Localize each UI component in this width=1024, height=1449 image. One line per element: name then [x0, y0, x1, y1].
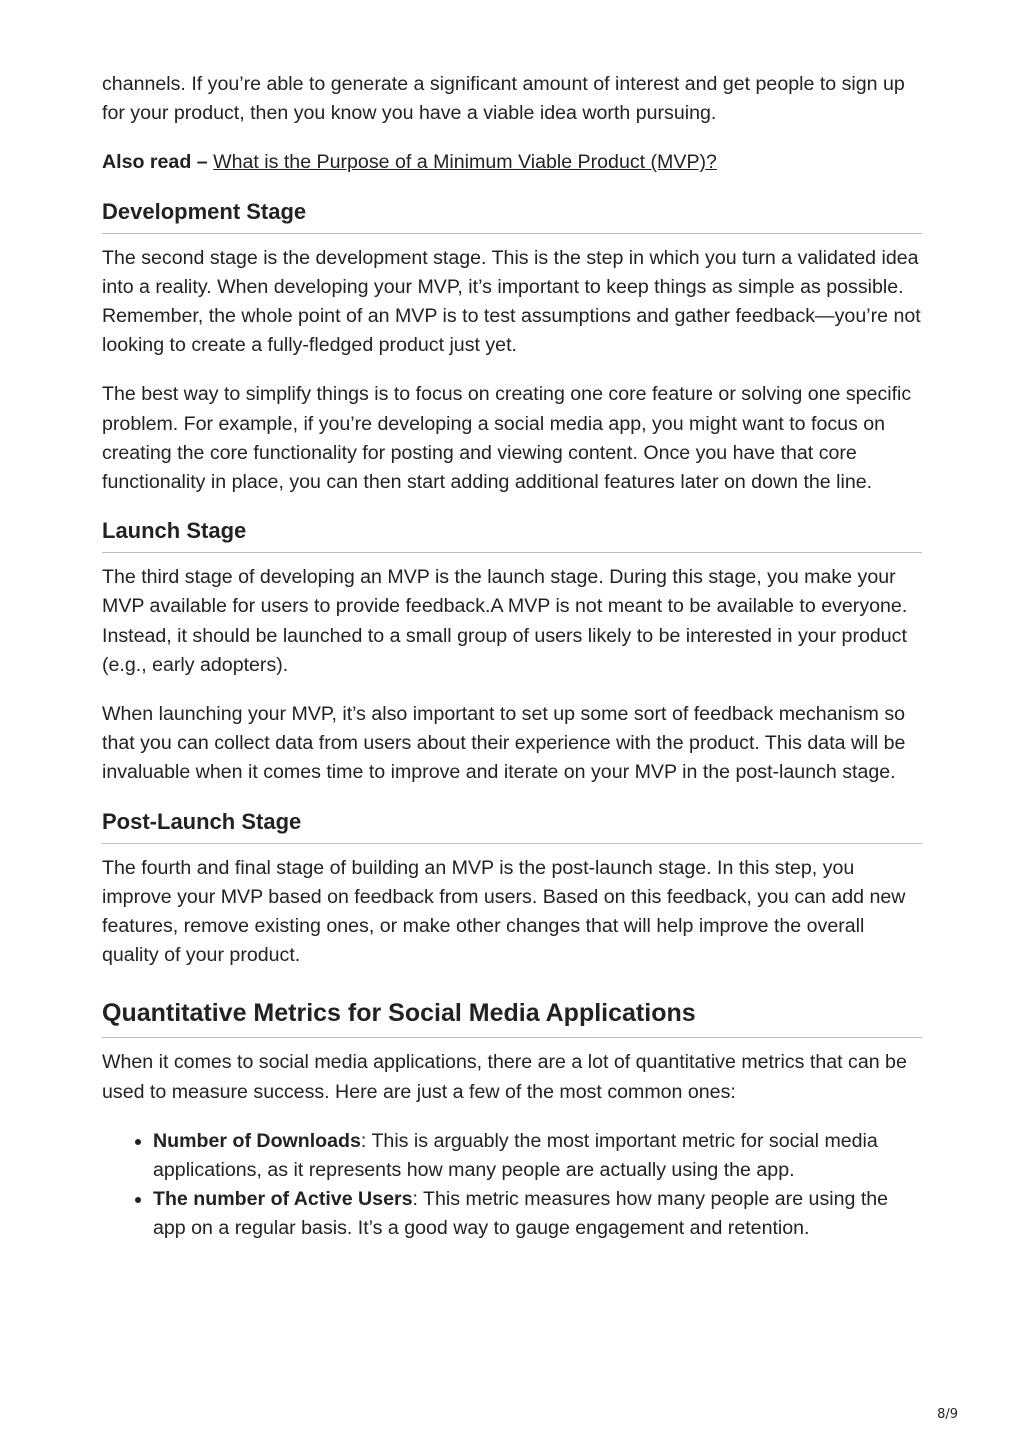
also-read-label: Also read – [102, 151, 208, 174]
metrics-list [102, 1127, 922, 1244]
document-page [102, 70, 922, 1244]
launch-paragraph-2: When launching your MVP, it’s also important to set up some sort of feedback mechanism so that you can collect data from users about their experience with the product. This data will be invaluable when it comes time to improve and iterate on your MVP in the post-launch stage. [102, 703, 906, 784]
also-read-link[interactable]: What is the Purpose of a Minimum Viable Product (MVP)? [213, 151, 717, 174]
also-read-line [102, 148, 922, 177]
metrics-paragraph-1: When it comes to social media applications, there are a lot of quantitative metrics that can be used to measure success. Here are just a few of the most common ones: [102, 1051, 907, 1103]
list-item-term: The number of Active Users [153, 1188, 413, 1211]
bullet-icon [135, 1197, 141, 1203]
launch-stage-heading: Launch Stage [102, 517, 922, 553]
list-item-text: : This is arguably the most important metric for social media applications, as it represents how many people are actually using the app. [153, 1129, 878, 1182]
list-item [153, 1185, 922, 1243]
launch-paragraph-1: The third stage of developing an MVP is the launch stage. During this stage, you make your MVP available for users to provide feedback.A MVP is not meant to be available to everyone. Instead, it should be launched to a small group of users likely to be interested in your product (e.g., early adopters). [102, 566, 908, 676]
list-item [153, 1127, 922, 1185]
bullet-icon [135, 1139, 141, 1145]
development-stage-heading: Development Stage [102, 198, 922, 234]
list-item-text: : This metric measures how many people are using the app on a regular basis. It’s a good way to gauge engagement and retention. [153, 1188, 889, 1240]
development-paragraph-2: The best way to simplify things is to focus on creating one core feature or solving one specific problem. For example, if you’re developing a social media app, you might want to focus on creating the core functionality for posting and viewing content. Once you have that core functionality in place, you can then start adding additional features later on down the line. [102, 383, 912, 494]
metrics-heading: Quantitative Metrics for Social Media Applications [102, 998, 922, 1038]
intro-paragraph: channels. If you’re able to generate a significant amount of interest and get people to sign up for your product, then you know you have a viable idea worth pursuing. [102, 73, 905, 125]
page-number: 8/9 [937, 1407, 958, 1422]
development-paragraph-1: The second stage is the development stage. This is the step in which you turn a validated idea into a reality. When developing your MVP, it’s important to keep things as simple as possible. Remember, the whole point of an MVP is to test assumptions and gather feedback—you’re not looking to create a fully-fledged product just yet. [102, 246, 921, 357]
post-launch-stage-heading: Post-Launch Stage [102, 808, 922, 844]
post-launch-paragraph-1: The fourth and final stage of building an MVP is the post-launch stage. In this step, you improve your MVP based on feedback from users. Based on this feedback, you can add new features, remove existing ones, or make other changes that will help improve the overall quality of your product. [102, 856, 906, 967]
list-item-term: Number of Downloads [153, 1129, 361, 1152]
